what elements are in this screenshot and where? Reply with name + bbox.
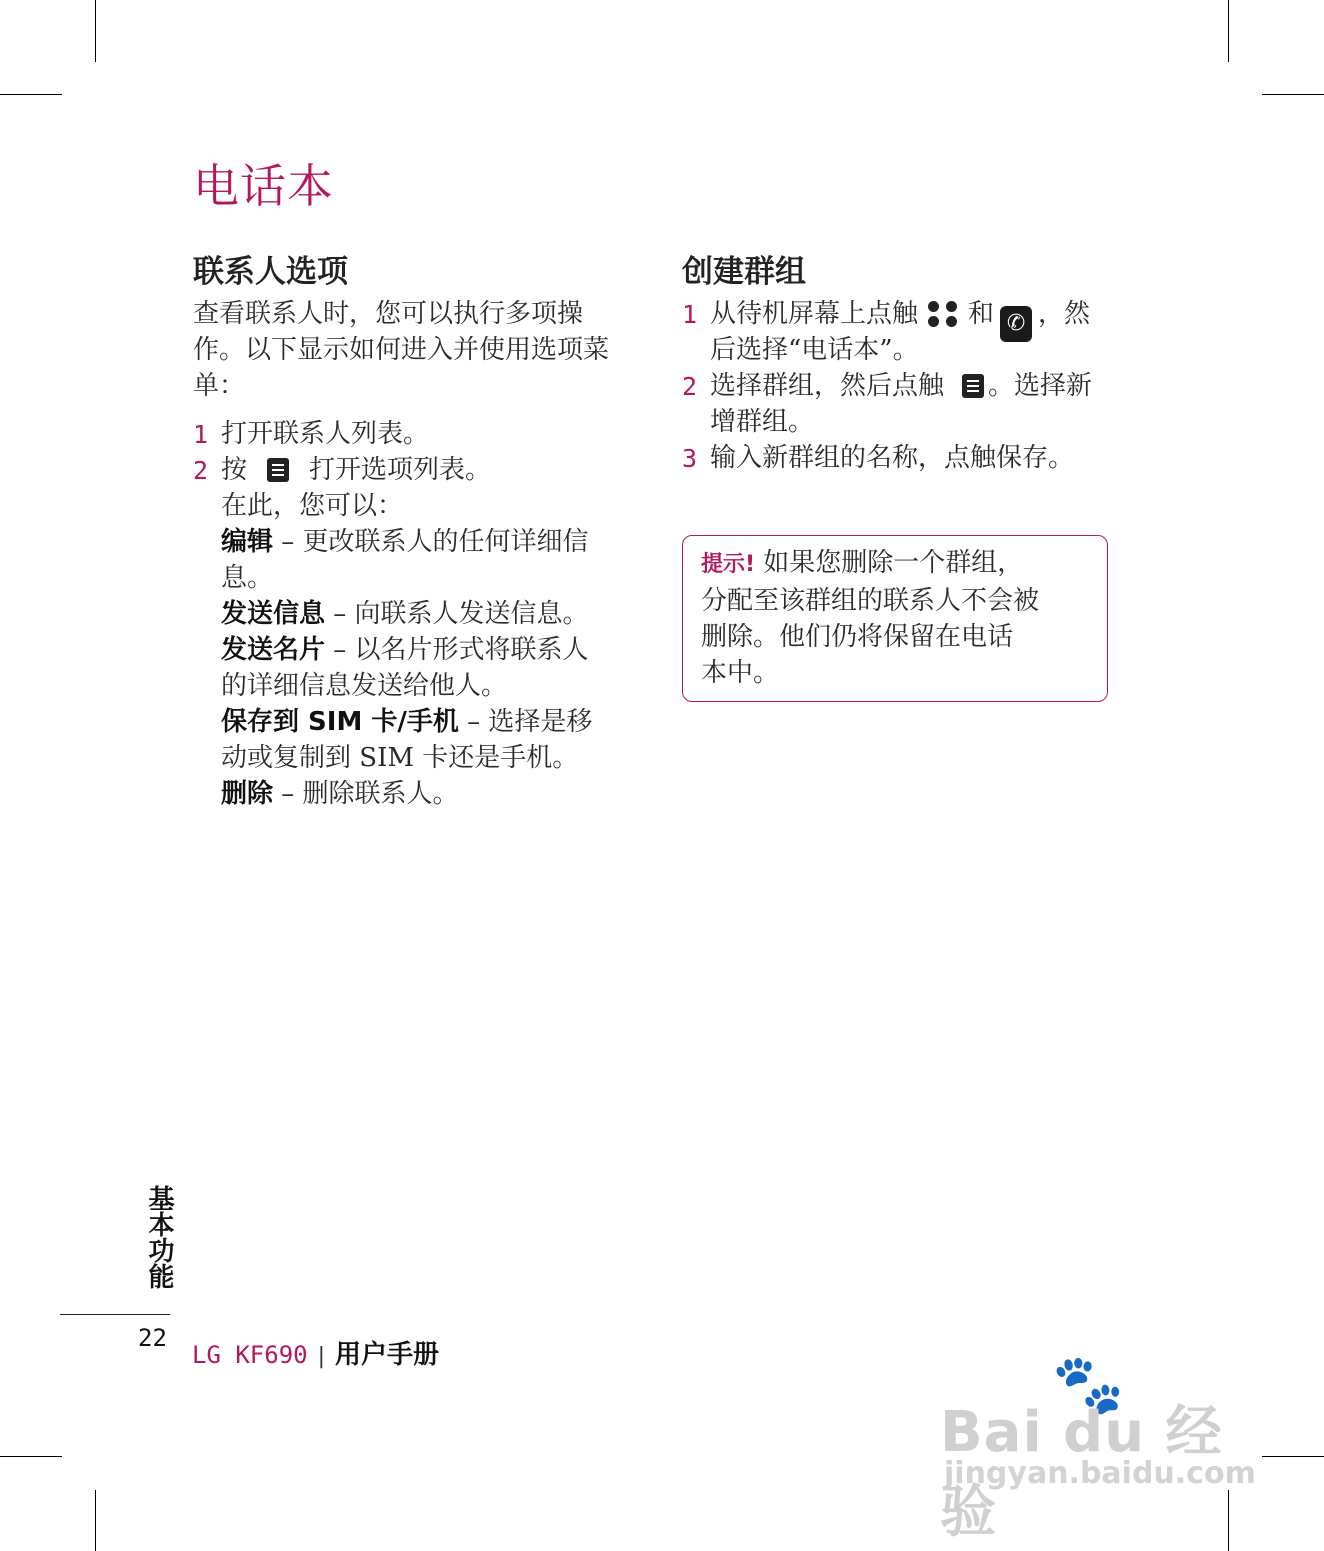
paw-icon: 🐾 [1052,1350,1125,1418]
page-title: 电话本 [193,159,334,213]
step-part: ，然 [1038,299,1091,329]
option-save-to [221,704,592,740]
option-desc: – 以名片形式将联系人 [325,635,589,665]
tip-line: 删除。他们仍将保留在电话 [701,622,1014,652]
step-text: 在此，您可以： [221,491,404,521]
step-rest: 打开选项列表。 [309,455,492,485]
page-number: 22 [138,1324,167,1352]
option-desc: 息。 [221,563,274,593]
option-term: 发送名片 [221,635,326,665]
tip-line: 本中。 [701,658,780,688]
option-desc: – 选择是移 [458,707,593,737]
step-text: 增群组。 [710,407,815,437]
step-number: 1 [682,300,698,329]
footer-separator: | [317,1344,326,1369]
phone-icon: ✆ [1000,306,1032,342]
crop-mark [1262,1456,1324,1457]
option-desc: – 向联系人发送信息。 [325,599,589,629]
step-text: 打开联系人列表。 [221,419,430,449]
and-label: 和 [968,299,995,329]
option-send-message [221,596,589,632]
step-part: 。选择新 [988,371,1093,401]
crop-mark [95,1490,96,1551]
crop-mark [0,1456,62,1457]
menu-icon [962,374,984,398]
side-section-label: 基本功能 [144,1185,174,1289]
option-delete [221,776,459,812]
option-desc: 动或复制到 SIM 卡还是手机。 [221,743,579,773]
option-send-card [221,632,589,668]
option-edit [221,524,589,560]
section-title-contact-options: 联系人选项 [193,254,348,290]
step-number: 3 [682,444,698,473]
footer [192,1334,439,1371]
tip-text [701,545,1091,691]
crop-mark [1262,94,1324,95]
footer-rule [60,1314,170,1315]
watermark-main: Bai du 经验 [940,1400,1223,1545]
tip-label: 提示! [701,552,756,577]
footer-manual: 用户手册 [335,1340,440,1370]
press-label: 按 [221,455,248,485]
crop-mark [0,94,62,95]
step-part: 从待机屏幕上点触 [710,299,919,329]
baidu-watermark [940,1350,1256,1545]
crop-mark [1228,0,1229,62]
option-term: 编辑 [221,527,274,557]
section-title-create-group: 创建群组 [682,254,806,290]
intro-line: 查看联系人时，您可以执行多项操 [193,299,584,329]
option-desc: – 更改联系人的任何详细信 [273,527,589,557]
step-text [710,368,1092,404]
step-part: 选择群组，然后点触 [710,371,945,401]
tip-line: 如果您删除一个群组， [755,548,1024,578]
step-number: 2 [682,372,698,401]
step-text: 输入新群组的名称，点触保存。 [710,443,1075,473]
option-term: 发送信息 [221,599,326,629]
option-desc: – 删除联系人。 [273,779,459,809]
option-term: 删除 [221,779,274,809]
option-desc: 的详细信息发送给他人。 [221,671,508,701]
intro-line: 作。以下显示如何进入并使用选项菜 [193,335,610,365]
apps-dots-icon [926,298,960,328]
tip-line: 分配至该群组的联系人不会被 [701,586,1040,616]
intro-line: 单： [193,371,246,401]
step-number: 2 [193,456,209,485]
menu-icon [267,458,289,482]
option-term: 保存到 SIM 卡/手机 [221,707,459,737]
step-number: 1 [193,420,209,449]
watermark-url: jingyan.baidu.com [944,1456,1256,1491]
crop-mark [95,0,96,62]
step-text [221,452,491,488]
footer-model: LG KF690 [192,1341,308,1369]
intro-paragraph [193,296,653,404]
step-text: 后选择“电话本”。 [710,335,919,365]
